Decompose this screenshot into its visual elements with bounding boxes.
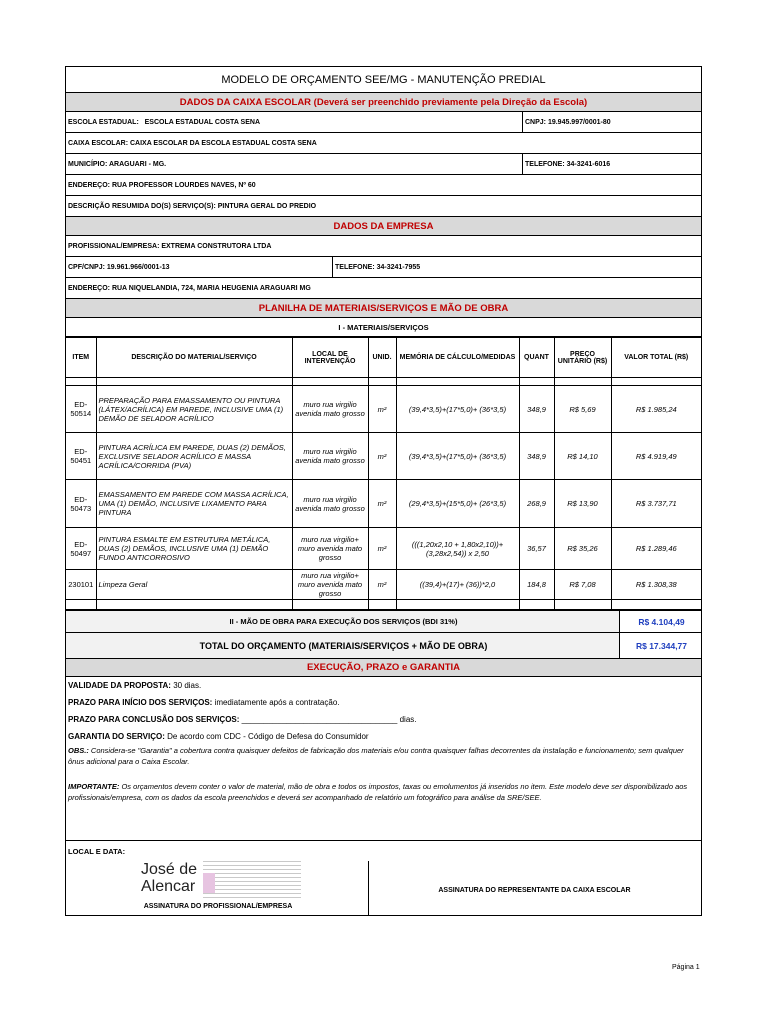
row-valor: R$ 1.308,38 <box>611 570 701 600</box>
page-number: Página 1 <box>672 964 700 971</box>
row-valor: R$ 1.289,46 <box>611 528 701 570</box>
signature-block <box>66 841 701 915</box>
planilha-heading-text: PLANILHA DE MATERIAIS/SERVIÇOS E MÃO DE OBRA <box>258 302 509 314</box>
importante-paragraph <box>66 779 701 805</box>
school-city-row <box>66 154 701 175</box>
row-item: 230101 <box>66 570 96 600</box>
row-item: ED-50514 <box>66 386 96 433</box>
row-memoria: (29,4*3,5)+(15*5,0)+ (26*3,5) <box>396 480 519 528</box>
company-telefone: TELEFONE: 34-3241-7955 <box>332 257 701 277</box>
row-preco: R$ 13,90 <box>554 480 611 528</box>
row-item: ED-50497 <box>66 528 96 570</box>
col-descricao: DESCRIÇÃO DO MATERIAL/SERVIÇO <box>96 338 292 378</box>
materials-subheading-text: I - MATERIAIS/SERVIÇOS <box>338 322 429 332</box>
local-data-label: LOCAL E DATA: <box>68 847 126 856</box>
conclusao-value: ___________________________________ dias. <box>239 715 417 724</box>
school-endereco: ENDEREÇO: RUA PROFESSOR LOURDES NAVES, Nº 60 <box>66 175 701 196</box>
table-row <box>66 570 701 600</box>
table-row <box>66 480 701 528</box>
school-caixa: CAIXA ESCOLAR: CAIXA ESCOLAR DA ESCOLA ESTADUAL COSTA SENA <box>66 133 701 154</box>
row-unid: m² <box>368 433 396 480</box>
company-heading-text: DADOS DA EMPRESA <box>333 220 434 232</box>
col-memoria: MEMÓRIA DE CÁLCULO/MEDIDAS <box>396 338 519 378</box>
row-preco: R$ 14,10 <box>554 433 611 480</box>
inicio-label: PRAZO PARA INÍCIO DOS SERVIÇOS: <box>68 698 213 707</box>
row-quant: 268,9 <box>519 480 554 528</box>
col-local: LOCAL DE INTERVENÇÃO <box>292 338 368 378</box>
inicio-value: imediatamente após a contratação. <box>212 698 340 707</box>
row-item: ED-50451 <box>66 433 96 480</box>
spacer-row <box>66 378 701 386</box>
total-row <box>66 633 701 659</box>
school-name-value: ESCOLA ESTADUAL COSTA SENA <box>144 118 261 126</box>
school-cnpj: CNPJ: 19.945.997/0001-80 <box>522 112 701 132</box>
row-preco: R$ 7,08 <box>554 570 611 600</box>
form-title: MODELO DE ORÇAMENTO SEE/MG - MANUTENÇÃO PREDIAL <box>221 73 546 86</box>
conclusao-label: PRAZO PARA CONCLUSÃO DOS SERVIÇOS: <box>68 715 240 724</box>
school-name-field <box>66 112 522 132</box>
table-row <box>66 528 701 570</box>
inicio-line <box>66 696 701 709</box>
row-valor: R$ 3.737,71 <box>611 480 701 528</box>
digital-signature <box>141 861 321 905</box>
school-section-heading <box>66 93 701 112</box>
col-item: ITEM <box>66 338 96 378</box>
row-valor: R$ 4.919,49 <box>611 433 701 480</box>
signature-mark <box>203 873 215 893</box>
col-unid: UNID. <box>368 338 396 378</box>
row-local: muro rua virgilio+ muro avenida mato grosso <box>292 570 368 600</box>
school-name-row <box>66 112 701 133</box>
row-local: muro rua virgilio avenida mato grosso <box>292 386 368 433</box>
garantia-value: De acordo com CDC - Código de Defesa do Consumidor <box>164 732 369 741</box>
table-header-row <box>66 338 701 378</box>
row-local: muro rua virgilio+ muro avenida mato grosso <box>292 528 368 570</box>
row-descricao: PREPARAÇÃO PARA EMASSAMENTO OU PINTURA (LÁTEX/ACRÍLICA) EM PAREDE, INCLUSIVE UMA (1) DEMÃO DE SELADOR ACRÍLICO <box>96 386 292 433</box>
terms-block <box>66 679 701 841</box>
table-row <box>66 386 701 433</box>
garantia-label: GARANTIA DO SERVIÇO: <box>68 732 165 741</box>
row-preco: R$ 5,69 <box>554 386 611 433</box>
form-title-row <box>66 67 701 93</box>
validade-value: 30 dias. <box>170 681 202 690</box>
total-label: TOTAL DO ORÇAMENTO (MATERIAIS/SERVIÇOS + MÃO DE OBRA) <box>66 633 619 658</box>
obs-label: OBS.: <box>68 746 89 755</box>
materials-table <box>66 337 701 610</box>
row-descricao: Limpeza Geral <box>96 570 292 600</box>
row-quant: 36,57 <box>519 528 554 570</box>
execucao-heading <box>66 659 701 677</box>
row-memoria: (((1,20x2,10 + 1,80x2,10))+ (3,28x2,54)) x 2,50 <box>396 528 519 570</box>
row-unid: m² <box>368 386 396 433</box>
importante-label: IMPORTANTE: <box>68 782 120 791</box>
row-unid: m² <box>368 480 396 528</box>
materials-table-wrap <box>66 337 701 611</box>
company-section-heading <box>66 217 701 236</box>
table-row <box>66 433 701 480</box>
signature-name-line1: José de <box>141 861 198 878</box>
total-value: R$ 17.344,77 <box>619 633 701 658</box>
school-municipio: MUNICÍPIO: ARAGUARI - MG. <box>68 160 167 168</box>
signature-name-line2: Alencar <box>141 878 196 895</box>
row-valor: R$ 1.985,24 <box>611 386 701 433</box>
validade-label: VALIDADE DA PROPOSTA: <box>68 681 171 690</box>
garantia-line <box>66 730 701 743</box>
representative-signature-label: ASSINATURA DO REPRESENTANTE DA CAIXA ESCOLAR <box>438 887 631 894</box>
company-id-row <box>66 257 701 278</box>
validade-line <box>66 679 701 692</box>
company-endereco: ENDEREÇO: RUA NIQUELANDIA, 724, MARIA HEUGENIA ARAGUARI MG <box>66 278 701 299</box>
company-name: PROFISSIONAL/EMPRESA: EXTREMA CONSTRUTORA LTDA <box>66 236 701 257</box>
professional-signature-label: ASSINATURA DO PROFISSIONAL/EMPRESA <box>143 903 293 910</box>
conclusao-line <box>66 713 701 726</box>
labor-value: R$ 4.104,49 <box>619 611 701 632</box>
obs-paragraph <box>66 743 701 769</box>
obs-text: Considera-se "Garantia" a cobertura contra quaisquer defeitos de fabricação dos materiais e/ou contra quaisquer falhas decorrentes da instalação e funcionamento; sem qualquer ônus adicional para o Caixa Escolar. <box>68 746 684 766</box>
row-local: muro rua virgilio avenida mato grosso <box>292 480 368 528</box>
row-unid: m² <box>368 570 396 600</box>
signature-stamp <box>203 861 301 899</box>
row-memoria: (39,4*3,5)+(17*5,0)+ (36*3,5) <box>396 386 519 433</box>
row-preco: R$ 35,26 <box>554 528 611 570</box>
materials-subheading <box>66 318 701 337</box>
row-descricao: PINTURA ESMALTE EM ESTRUTURA METÁLICA, DUAS (2) DEMÃOS, INCLUSIVE UMA (1) DEMÃO FUNDO ANTICORROSIVO <box>96 528 292 570</box>
row-quant: 184,8 <box>519 570 554 600</box>
row-quant: 348,9 <box>519 433 554 480</box>
row-memoria: ((39,4)+(17)+ (36))*2,0 <box>396 570 519 600</box>
labor-label: II - MÃO DE OBRA PARA EXECUÇÃO DOS SERVIÇOS (BDI 31%) <box>66 611 619 632</box>
col-valor: VALOR TOTAL (R$) <box>611 338 701 378</box>
labor-row <box>66 611 701 633</box>
row-item: ED-50473 <box>66 480 96 528</box>
school-name-label: ESCOLA ESTADUAL: <box>68 118 139 126</box>
row-memoria: (39,4*3,5)+(17*5,0)+ (36*3,5) <box>396 433 519 480</box>
importante-text: Os orçamentos devem conter o valor de material, mão de obra e todos os impostos, taxas ou emolumentos já inseridos no item. Este modelo deve ser disponibilizado aos profissionais/empresa, com os dados da escola preenchidos e deverá ser acompanhado de relatório um fotográfico para análise da SRE/SEE. <box>68 782 688 802</box>
row-descricao: EMASSAMENTO EM PAREDE COM MASSA ACRÍLICA, UMA (1) DEMÃO, INCLUSIVE LIXAMENTO PARA PINTURA <box>96 480 292 528</box>
planilha-heading <box>66 299 701 318</box>
col-quant: QUANT <box>519 338 554 378</box>
spacer-row <box>66 600 701 610</box>
service-description: DESCRIÇÃO RESUMIDA DO(S) SERVIÇO(S): PINTURA GERAL DO PREDIO <box>66 196 701 217</box>
row-quant: 348,9 <box>519 386 554 433</box>
col-preco: PREÇO UNITÁRIO (R$) <box>554 338 611 378</box>
budget-form <box>65 66 702 916</box>
school-telefone: TELEFONE: 34-3241-6016 <box>522 154 701 174</box>
company-cpf: CPF/CNPJ: 19.961.966/0001-13 <box>68 263 170 271</box>
execucao-heading-text: EXECUÇÃO, PRAZO e GARANTIA <box>306 662 461 673</box>
row-local: muro rua virgilio avenida mato grosso <box>292 433 368 480</box>
row-unid: m² <box>368 528 396 570</box>
school-heading-text: DADOS DA CAIXA ESCOLAR (Deverá ser preenchido previamente pela Direção da Escola) <box>179 96 588 108</box>
row-descricao: PINTURA ACRÍLICA EM PAREDE, DUAS (2) DEMÃOS, EXCLUSIVE SELADOR ACRÍLICO E MASSA ACRÍLICA/CORRIDA (PVA) <box>96 433 292 480</box>
